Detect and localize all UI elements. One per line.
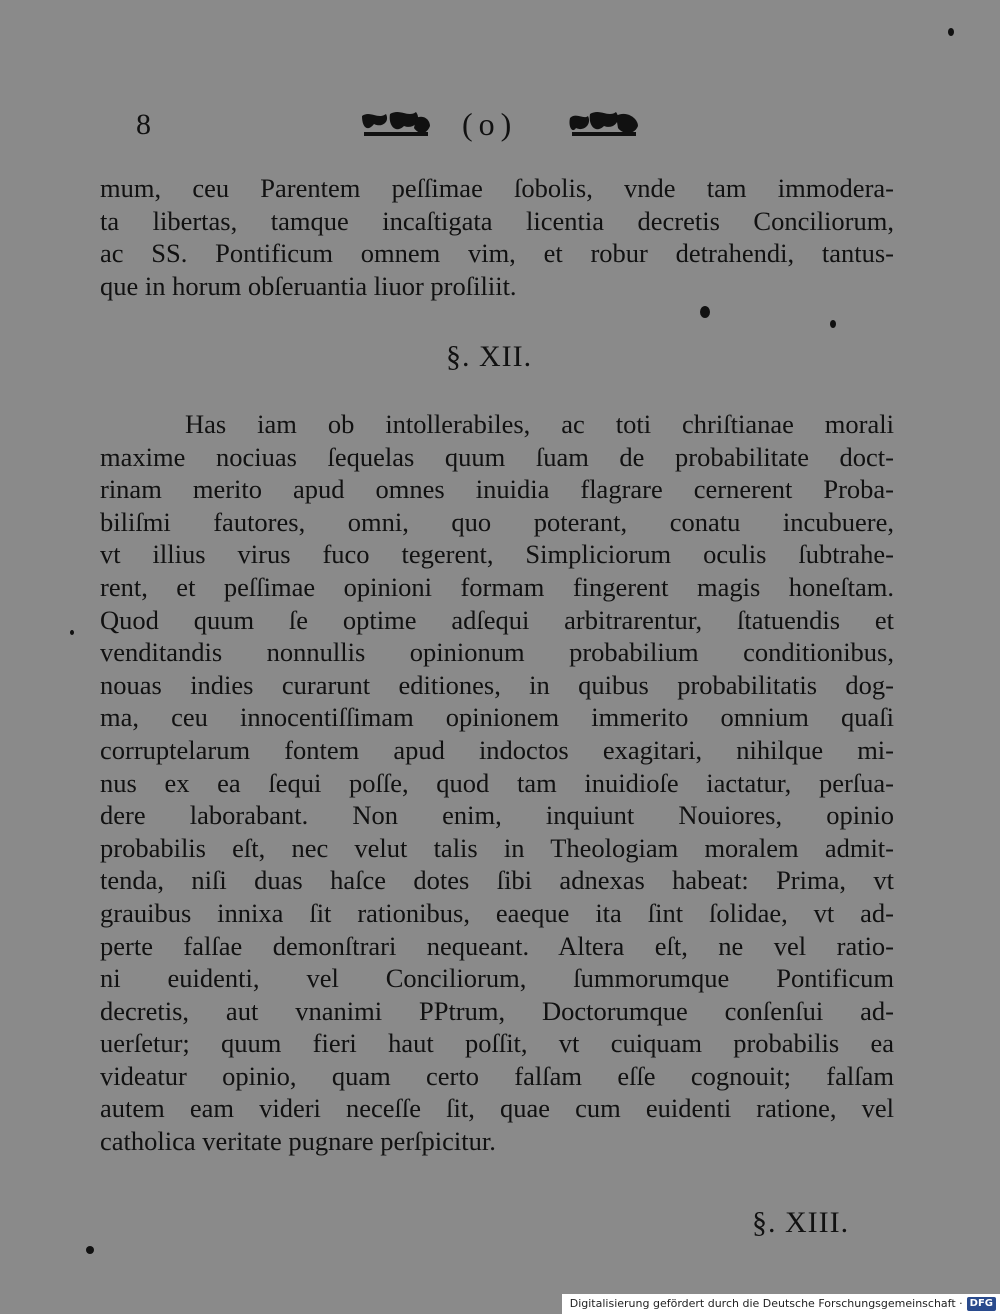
text-line: Has iam ob intollerabiles, ac toti chriſtianae morali (185, 409, 894, 439)
text-line: tenda, niſi duas haſce dotes ſibi adnexas habeat: Prima, vt (100, 865, 894, 896)
text-line: venditandis nonnullis opinionum probabilium conditionibus, (100, 637, 894, 668)
text-line: ni euidenti, vel Conciliorum, ſummorumque Pontificum (100, 963, 894, 994)
scan-speck (948, 28, 954, 36)
text-line: perte falſae demonſtrari nequeant. Altera eſt, ne vel ratio- (100, 930, 894, 961)
text-line: catholica veritate pugnare perſpicitur. (100, 1126, 496, 1157)
text-line: nus ex ea ſequi poſſe, quod tam inuidioſe iactatur, perſua- (100, 767, 894, 798)
printer-ornament-icon (360, 110, 432, 140)
paragraph-continued (100, 172, 894, 302)
text-line: ma, ceu innocentiſſimam opinionem immerito omnium quaſi (100, 702, 894, 733)
dfg-logo: DFG (967, 1297, 996, 1311)
paragraph-section-xii (100, 408, 894, 1158)
text-line: ta libertas, tamque incaſtigata licentia decretis Conciliorum, (100, 205, 894, 236)
text-line: autem eam videri neceſſe ſit, quae cum euidenti ratione, vel (100, 1093, 894, 1124)
scan-speck (86, 1246, 94, 1254)
scan-speck (70, 630, 74, 635)
text-line: mum, ceu Parentem peſſimae ſobolis, vnde tam immodera- (100, 173, 894, 203)
text-line: grauibus innixa ſit rationibus, eaeque ita ſint ſolidae, vt ad- (100, 897, 894, 928)
scan-speck (830, 320, 836, 328)
digitization-credit (562, 1294, 1000, 1314)
page-number: 8 (136, 108, 151, 141)
text-line: decretis, aut vnanimi PPtrum, Doctorumque conſenſui ad- (100, 995, 894, 1026)
text-line: ac SS. Pontificum omnem vim, et robur detrahendi, tantus- (100, 238, 894, 269)
scan-speck (700, 306, 710, 318)
text-line: videatur opinio, quam certo falſam eſſe cognouit; falſam (100, 1060, 894, 1091)
credit-text: Digitalisierung gefördert durch die Deutsche Forschungsgemeinschaft · (569, 1297, 963, 1310)
text-line: que in horum obſeruantia liuor proſiliit. (100, 270, 517, 301)
text-line: corruptelarum fontem apud indoctos exagitari, nihilque mi- (100, 734, 894, 765)
text-line: vt illius virus fuco tegerent, Simpliciorum oculis ſubtrahe- (100, 539, 894, 570)
text-line: rent, et peſſimae opinioni formam fingerent magis honeſtam. (100, 571, 894, 602)
text-line: rinam merito apud omnes inuidia flagrare cernerent Proba- (100, 474, 894, 505)
section-heading-xii: §. XII. (446, 340, 533, 373)
section-heading-xiii: §. XIII. (752, 1206, 850, 1239)
printer-ornament-icon (568, 110, 640, 140)
page-header (0, 104, 1000, 152)
text-line: nouas indies curarunt editiones, in quibus probabilitatis dog- (100, 669, 894, 700)
text-line: Quod quum ſe optime adſequi arbitrarentur, ſtatuendis et (100, 604, 894, 635)
text-line: biliſmi fautores, omni, quo poterant, conatu incubuere, (100, 506, 894, 537)
text-line: uerſetur; quum fieri haut poſſit, vt cuiquam probabilis ea (100, 1028, 894, 1059)
text-line: maxime nociuas ſequelas quum ſuam de probabilitate doct- (100, 441, 894, 472)
text-line: dere laborabant. Non enim, inquiunt Nouiores, opinio (100, 800, 894, 831)
text-line: probabilis eſt, nec velut talis in Theologiam moralem admit- (100, 832, 894, 863)
running-head: (o) (462, 106, 518, 142)
